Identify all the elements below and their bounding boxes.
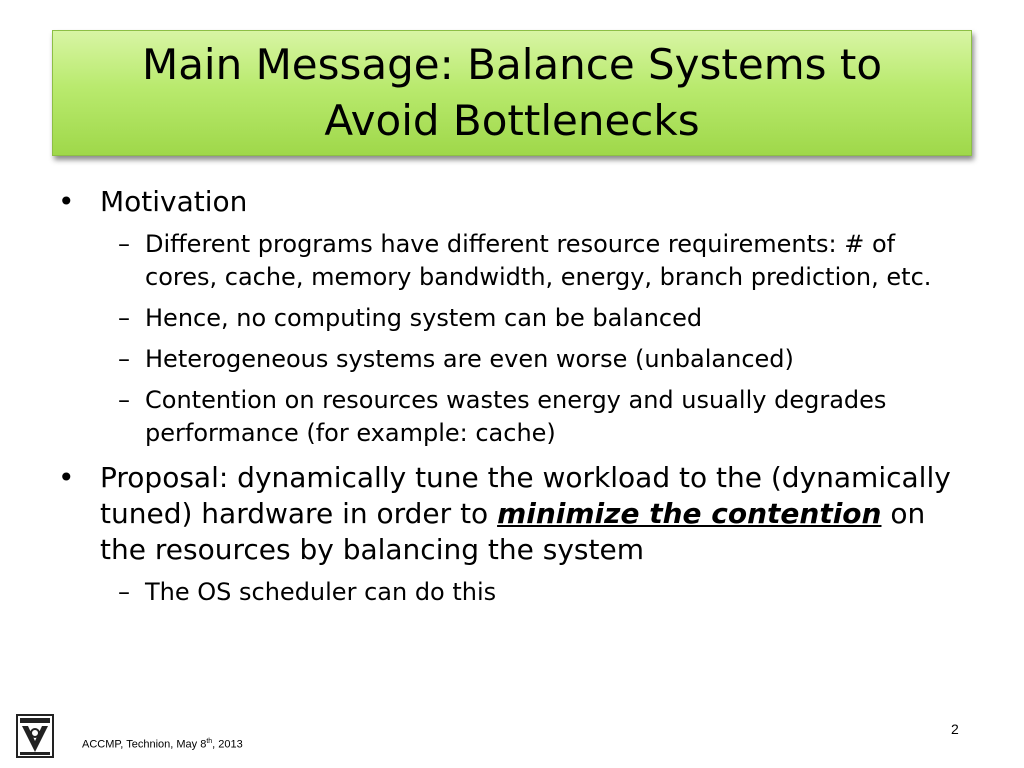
bullet-text-after: on the resources by balancing the system: [100, 497, 926, 566]
sub-bullet-text: Hence, no computing system can be balanced: [145, 304, 703, 332]
sub-bullet: [52, 302, 972, 335]
footer-text-year: , 2013: [212, 738, 243, 751]
bullet-text-before: Proposal: dynamically tune the workload to the (dynamically tuned) hardware in order to: [100, 461, 951, 530]
dash-icon: –: [118, 386, 130, 414]
bullet-motivation: [52, 184, 972, 220]
bullet-text: Motivation: [100, 185, 248, 218]
slide-title-line-1: Main Message: Balance Systems to: [141, 40, 883, 89]
slide-title-line-2: Avoid Bottlenecks: [324, 96, 700, 145]
page-number: 2: [951, 721, 959, 737]
dash-icon: –: [118, 230, 130, 258]
slide-content: [52, 178, 972, 609]
technion-logo-icon: [16, 714, 54, 758]
bullet-icon: •: [58, 461, 75, 494]
sub-bullet-text: Different programs have different resource requirements: # of cores, cache, memory bandwidth, energy, branch prediction, etc.: [145, 230, 932, 291]
bullet-icon: •: [58, 185, 75, 218]
footer-text-sup: th: [206, 738, 213, 745]
sub-bullet-text: Contention on resources wastes energy and usually degrades performance (for example: cache): [145, 386, 887, 447]
footer-text-main: ACCMP, Technion, May 8: [82, 738, 207, 751]
footer-text: [82, 738, 243, 751]
dash-icon: –: [118, 578, 130, 606]
dash-icon: –: [118, 304, 130, 332]
slide-title-box: [52, 30, 972, 156]
bullet-proposal: [52, 460, 972, 568]
sub-bullet: [52, 343, 972, 376]
sub-bullet-text: The OS scheduler can do this: [145, 578, 497, 606]
sub-bullet-text: Heterogeneous systems are even worse (unbalanced): [145, 345, 794, 373]
sub-bullet: [52, 384, 972, 450]
sub-bullet: [52, 576, 972, 609]
sub-bullet: [52, 228, 972, 294]
bullet-text-emphasis: minimize the contention: [497, 497, 882, 530]
dash-icon: –: [118, 345, 130, 373]
